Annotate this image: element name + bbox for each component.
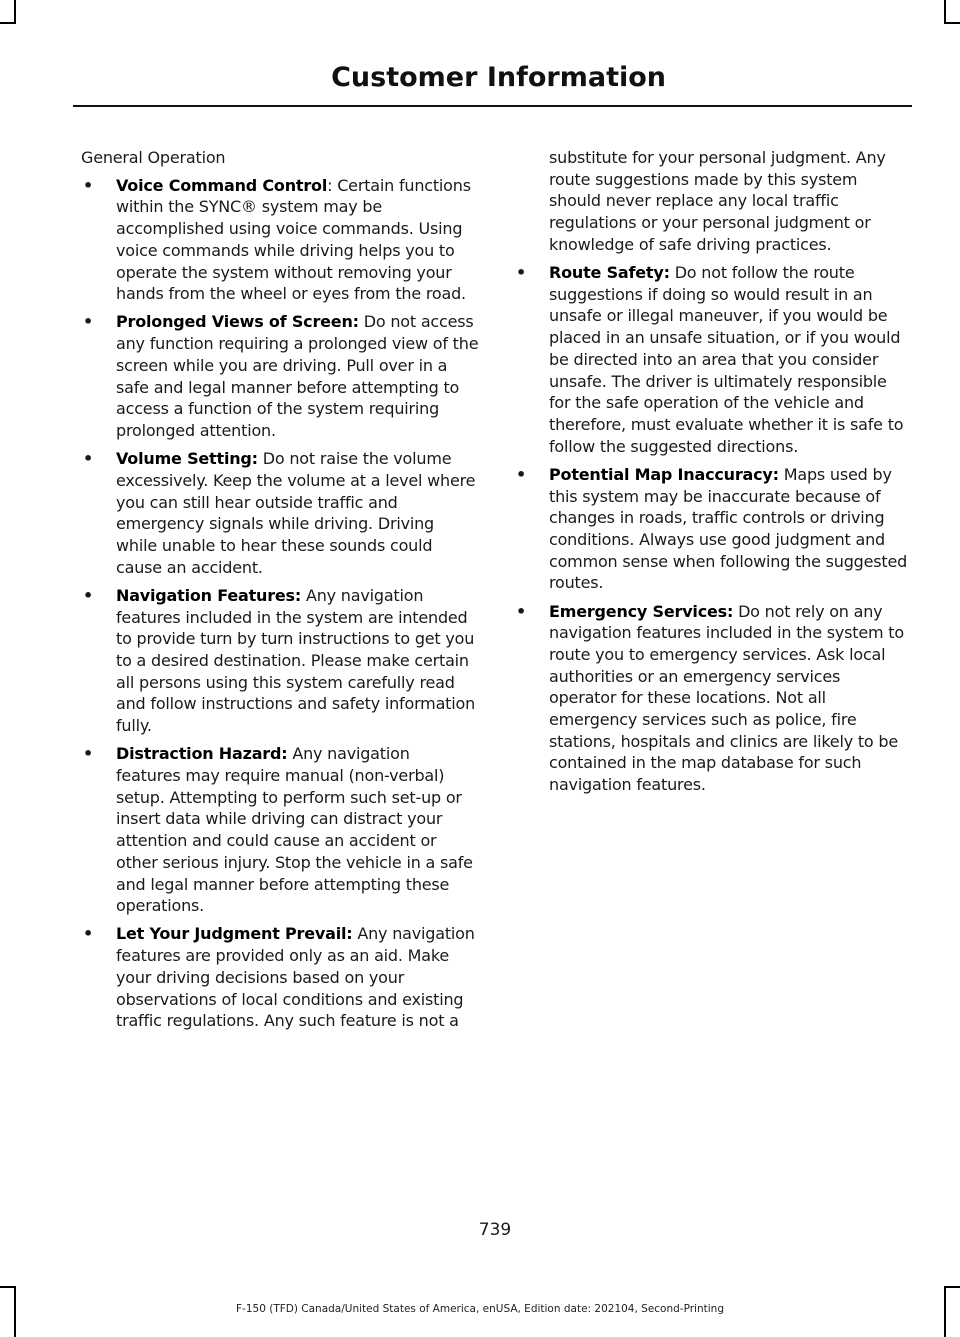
section-intro: General Operation <box>81 148 226 167</box>
item-separator: : <box>327 175 338 195</box>
left-column <box>81 147 479 1038</box>
item-term: Navigation Features: <box>116 585 302 605</box>
bullet: • <box>516 464 527 484</box>
item-text: Any navigation features included in the system are intended to provide turn by turn instructions to get you to a desired destination. Please make certain all persons using this system carefully read and follow instructions and safety information fully. <box>116 585 476 736</box>
header-rule <box>73 105 912 107</box>
item-text: Do not raise the volume excessively. Keep the volume at a level where you can still hear outside traffic and emergency signals while driving. Driving while unable to hear these sounds could cause an accident. <box>116 449 476 577</box>
crop-mark <box>944 22 960 24</box>
bullet: • <box>83 449 94 469</box>
bullet: • <box>83 312 94 332</box>
item-term: Let Your Judgment Prevail: <box>116 924 353 944</box>
list-item <box>514 464 912 594</box>
bullet: • <box>83 924 94 944</box>
item-text: Maps used by this system may be inaccurate because of changes in roads, traffic controls or driving conditions. Always use good judgment and common sense when following the suggested routes. <box>549 464 908 593</box>
bullet: • <box>83 585 94 605</box>
list-item <box>81 743 479 917</box>
item-text: Certain functions within the SYNC® system may be accomplished using voice commands. Using voice commands while driving helps you to operate the system without removing your hands from the wheel or eyes from the road. <box>116 175 471 304</box>
list-item <box>81 585 479 737</box>
item-term: Route Safety: <box>549 263 670 283</box>
page-number: 739 <box>478 1220 512 1240</box>
right-item-list <box>514 262 912 796</box>
item-term: Potential Map Inaccuracy: <box>549 464 779 484</box>
crop-mark <box>944 1286 960 1288</box>
item-term: Prolonged Views of Screen: <box>116 312 359 332</box>
list-item <box>81 448 479 578</box>
crop-mark <box>944 0 946 24</box>
crop-mark <box>0 22 16 24</box>
bullet: • <box>516 601 527 621</box>
footer-edition: F-150 (TFD) Canada/United States of America, enUSA, Edition date: 202104, Second-Printing <box>236 1303 724 1315</box>
crop-mark <box>14 0 16 24</box>
bullet: • <box>83 175 94 195</box>
list-item <box>514 262 912 457</box>
list-item <box>81 175 479 305</box>
list-item <box>81 311 479 441</box>
bullet: • <box>516 263 527 283</box>
item-text: Do not access any function requiring a prolonged view of the screen while you are driving. Pull over in a safe and legal manner before attempting to access a function of the system requiring prolonged attention. <box>116 312 479 440</box>
item-text: Any navigation features are provided only as an aid. Make your driving decisions based on your observations of local conditions and existing traffic regulations. Any such feature is not a <box>116 924 475 1031</box>
crop-mark <box>0 1286 16 1288</box>
bullet: • <box>83 744 94 764</box>
continued-text: substitute for your personal judgment. Any route suggestions made by this system should never replace any local traffic regulations or your personal judgment or knowledge of safe driving practices. <box>549 148 886 254</box>
item-term: Volume Setting: <box>116 449 258 469</box>
item-term: Voice Command Control <box>116 175 328 195</box>
item-text: Do not follow the route suggestions if doing so would result in an unsafe or illegal maneuver, if you would be placed in an unsafe situation, or if you would be directed into an area that you consider unsafe. The driver is ultimately responsible for the safe operation of the vehicle and therefore, must evaluate whether it is safe to follow the suggested directions. <box>549 263 904 456</box>
right-column <box>514 147 912 802</box>
page-title: Customer Information <box>331 62 666 93</box>
item-term: Distraction Hazard: <box>116 744 288 764</box>
list-item <box>514 601 912 796</box>
item-term: Emergency Services: <box>549 601 734 621</box>
left-item-list <box>81 175 479 1032</box>
item-text: Do not rely on any navigation features included in the system to route you to emergency services. Ask local authorities or an emergency services operator for these locations. Not all emergency services such as police, fire stations, hospitals and clinics are likely to be contained in the map database for such navigation features. <box>549 601 904 795</box>
item-text: Any navigation features may require manual (non-verbal) setup. Attempting to perform such set-up or insert data while driving can distract your attention and could cause an accident or other serious injury. Stop the vehicle in a safe and legal manner before attempting these operations. <box>116 744 473 916</box>
list-item <box>81 923 479 1032</box>
